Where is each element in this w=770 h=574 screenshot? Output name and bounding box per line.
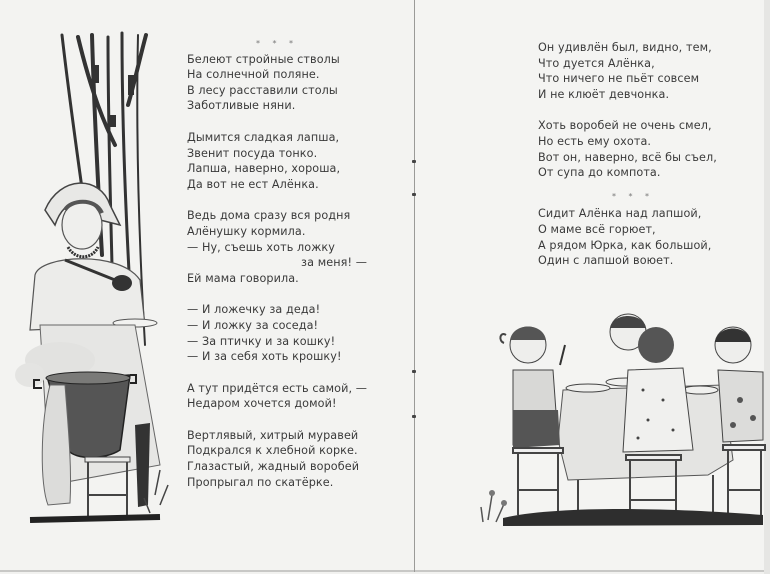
poem-line: А рядом Юрка, как большой, [538, 238, 712, 252]
poem-line: Вот он, наверно, всё бы съел, [538, 150, 717, 164]
section-ornament: * * * [255, 39, 299, 48]
poem-line: Белеют стройные стволы [187, 52, 340, 66]
poem-line: Что дуется Алёнка, [538, 56, 655, 70]
illustration-girl-with-ladle [10, 25, 175, 530]
poem-line: Недаром хочется домой! [187, 397, 337, 411]
poem-line: Звенит посуда тонко. [187, 146, 318, 160]
staple-mark [412, 415, 416, 418]
staple-mark [412, 193, 416, 196]
illustration-children-at-table [478, 300, 766, 530]
poem-line: — И ложечку за деда! [187, 303, 321, 317]
poem-line: На солнечной поляне. [187, 68, 320, 82]
poem-line: — За птичку и за кошку! [187, 334, 336, 348]
poem-line: Глазастый, жадный воробей [187, 460, 360, 474]
poem-line: Хоть воробей не очень смел, [538, 119, 712, 133]
poem-line: за меня! — [301, 256, 367, 270]
poem-line: Ей мама говорила. [187, 271, 299, 285]
section-ornament: * * * [611, 191, 655, 201]
poem-line: — И ложку за соседа! [187, 318, 319, 332]
poem-line: Подкрался к хлебной корке. [187, 444, 358, 458]
poem-line: Дымится сладкая лапша, [187, 130, 340, 144]
poem-line: Да вот не ест Алёнка. [187, 177, 319, 191]
page-bottom-edge [0, 570, 764, 572]
right-poem [538, 40, 728, 269]
poem-line: О маме всё горюет, [538, 222, 656, 236]
poem-line: Пропрыгал по скатёрке. [187, 475, 334, 489]
poem-line: — Ну, съешь хоть ложку [187, 240, 335, 254]
poem-line: Алёнушку кормила. [187, 224, 306, 238]
poem-line: Он удивлён был, видно, тем, [538, 41, 712, 54]
poem-line: Вертлявый, хитрый муравей [187, 428, 359, 442]
poem-line: В лесу расставили столы [187, 83, 338, 97]
poem-line: И не клюёт девчонка. [538, 87, 670, 101]
poem-line: Один с лапшой воюет. [538, 254, 674, 268]
staple-mark [412, 370, 416, 373]
poem-line: Лапша, наверно, хороша, [187, 162, 341, 176]
book-spine [414, 0, 415, 572]
poem-line: Сидит Алёнка над лапшой, [538, 207, 702, 221]
left-poem [187, 36, 367, 490]
poem-line: Что ничего не пьёт совсем [538, 72, 700, 86]
poem-line: От супа до компота. [538, 166, 661, 180]
poem-line: Ведь дома сразу вся родня [187, 209, 351, 223]
poem-line: А тут придётся есть самой, — [187, 381, 368, 395]
poem-line: Но есть ему охота. [538, 134, 652, 148]
poem-line: Заботливые няни. [187, 99, 296, 113]
staple-mark [412, 160, 416, 163]
poem-line: — И за себя хоть крошку! [187, 350, 342, 364]
